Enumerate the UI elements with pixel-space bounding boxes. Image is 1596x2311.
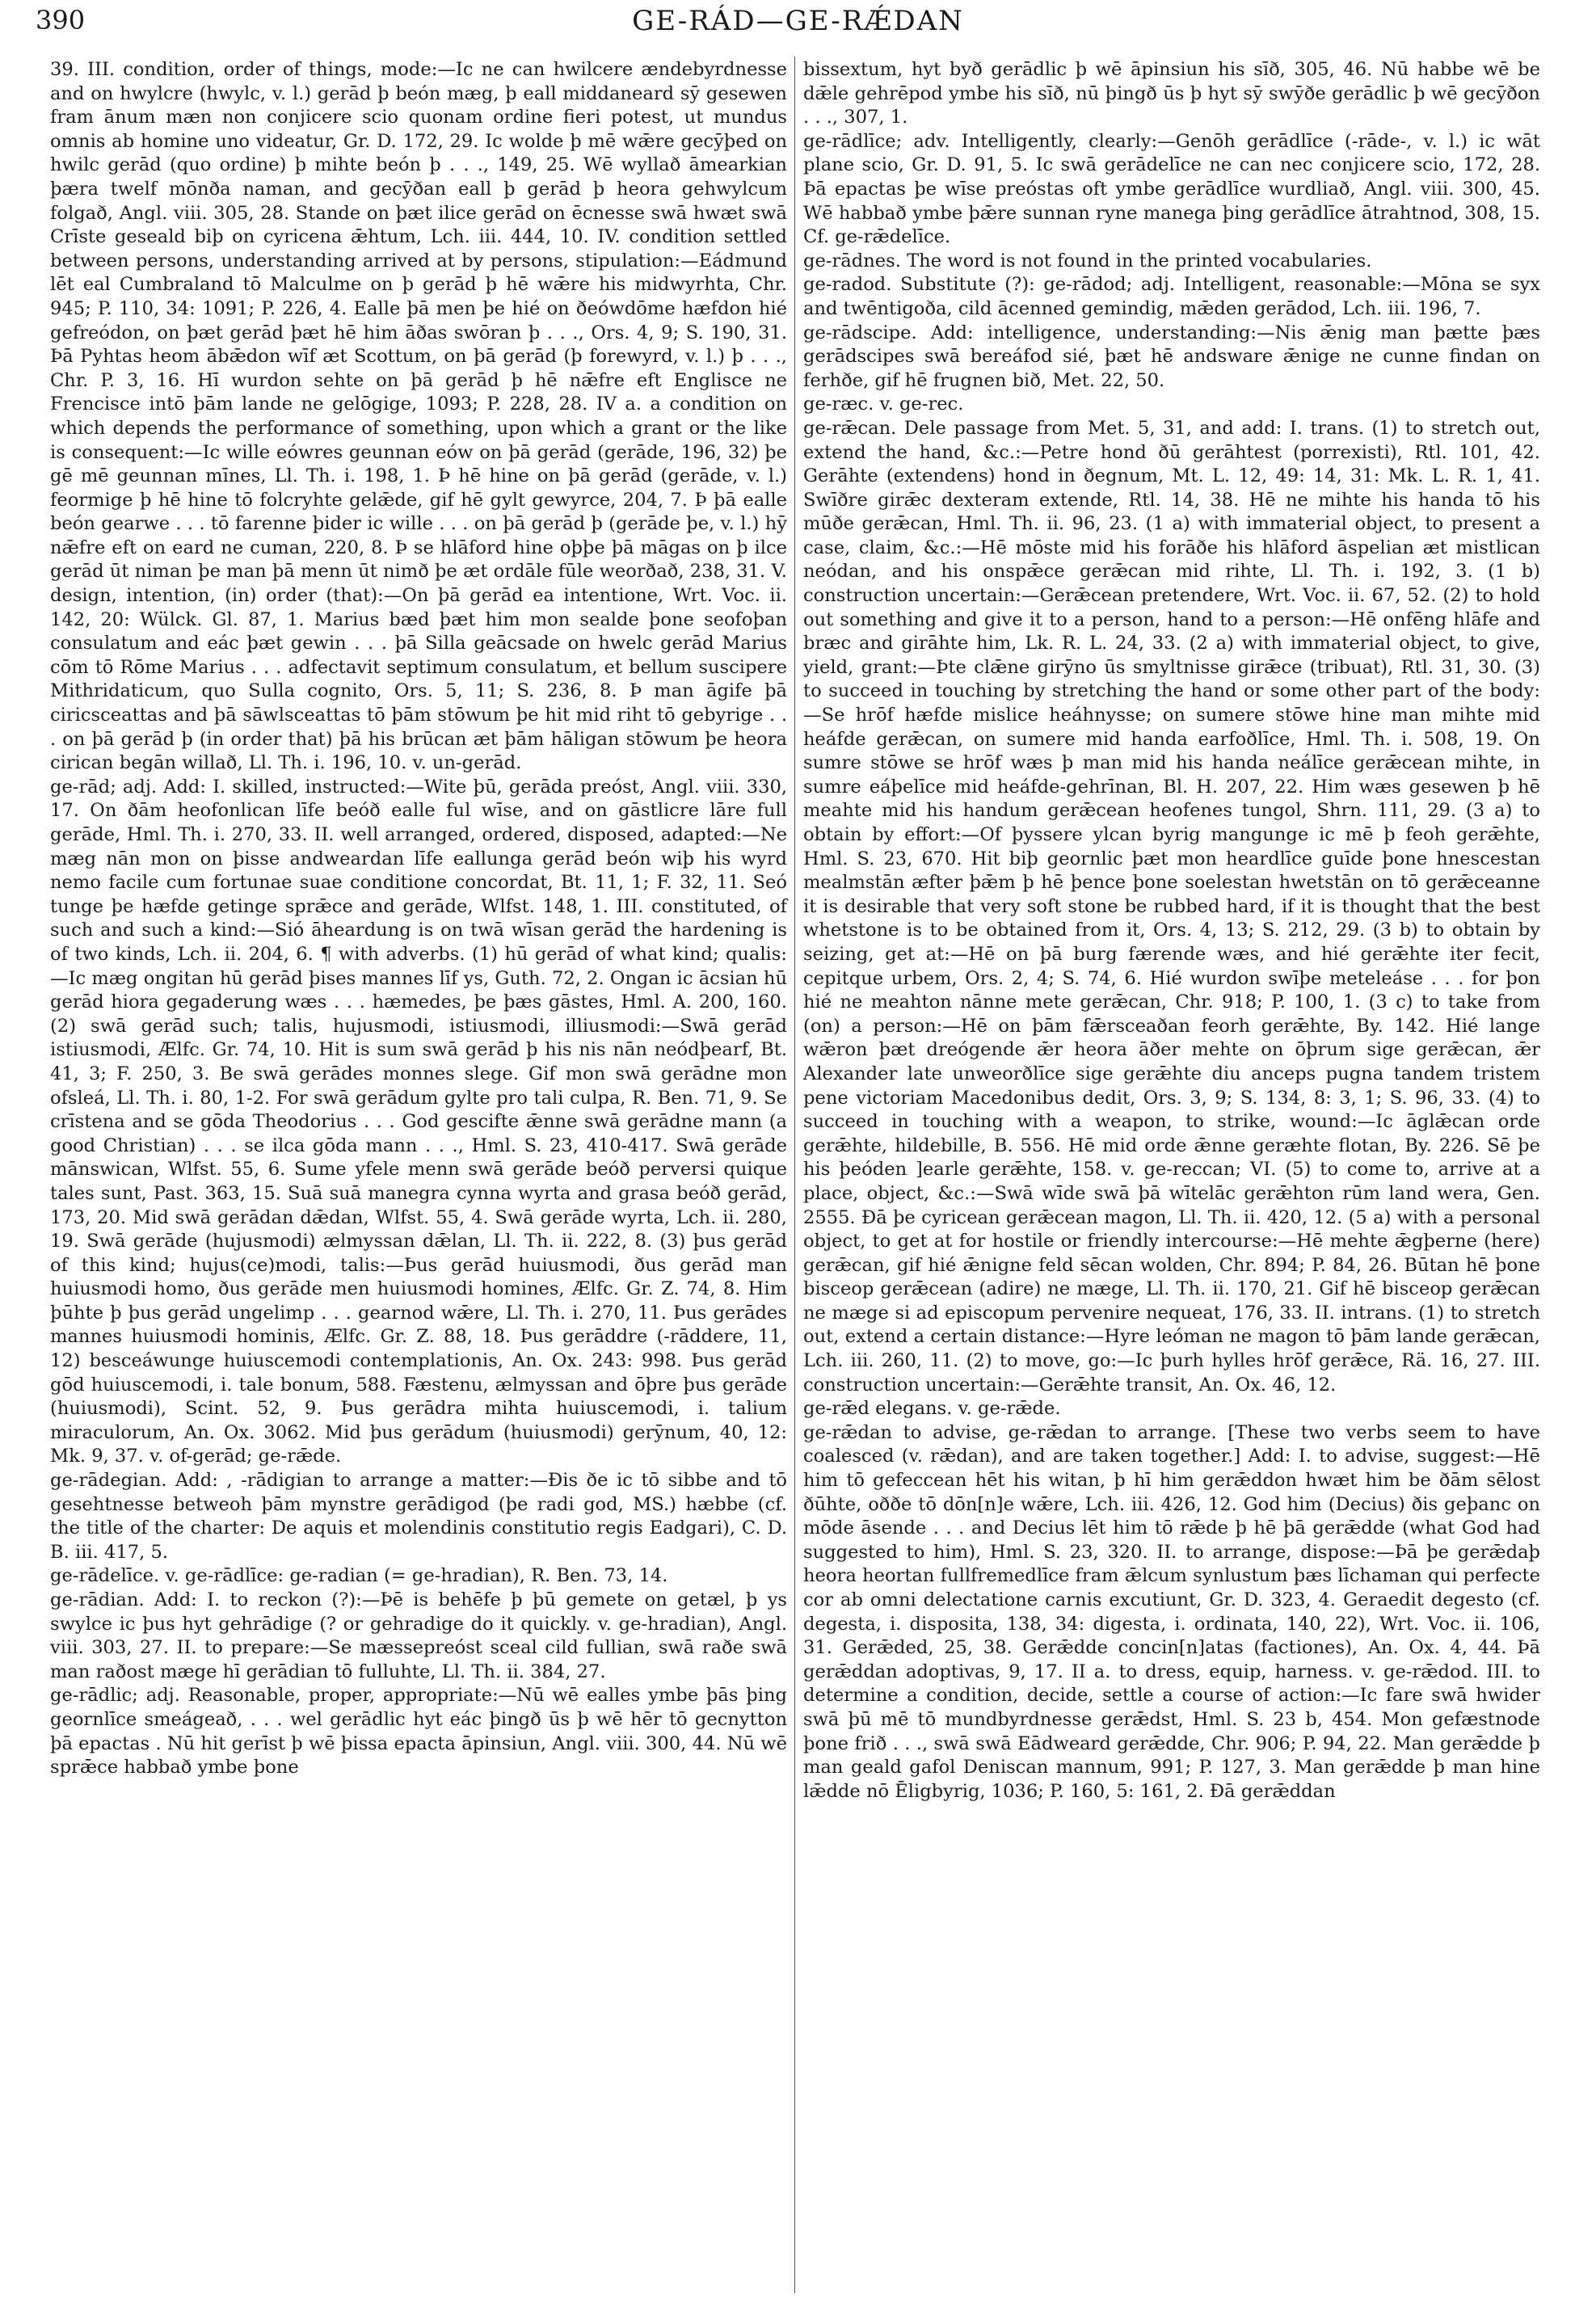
left-column bbox=[50, 58, 787, 1780]
entry-ge-radscipe: ge-rādscipe. Add: intelligence, understanding:—Nis ǣnig man þætte þæs gerādscipes swā bereáfod sié, þæt hē andsware ǣnige ne cunne findan on ferhðe, gif hē frugnen bið, Met. 22, 50. bbox=[803, 322, 1540, 391]
page-number: 390 bbox=[36, 5, 86, 36]
entry-ge-raedan: ge-rǣdan to advise, ge-rǣdan to arrange. [These two verbs seem to have coalesced (v. rǣdan), and are taken together.] Add: I. to advise, suggest:—Hē him tō gefeccean hēt his witan, þ hī him gerǣddon hwæt him be ðām sēlost ðūhte, oððe tō dōn[n]e wǣre, Lch. iii. 426, 12. God him (Decius) ðis geþanc on mōde āsende . . . and Decius lēt him tō rǣde þ hē þā gerǣdde (what God had suggested to him), Hml. S. 23, 320. II. to arrange, dispose:—Þā þe gerǣdaþ heora heortan fullfremedlīce fram ǣlcum synlustum þæs līchaman qui perfecte cor ab omni delectatione carnis excutiunt, Gr. D. 323, 4. Geraedit degesto (cf. degesta, i. disposita, 138, 34: digesta, i. ordinata, 140, 22), Wrt. Voc. ii. 106, 31. Gerǣded, 25, 38. Gerǣdde concin[n]atas (factiones), An. Ox. 4, 44. Þā gerǣddan adoptivas, 9, 17. II a. to dress, equip, harness. v. ge-rǣdod. III. to determine a condition, decide, settle a course of action:—Ic fare swā hwider swā þū mē tō mundbyrdnesse gerǣdst, Hml. S. 23 b, 454. Mon gefæstnode þone frið . . ., swā swā Eādweard gerǣdde, Chr. 906; P. 94, 22. Man gerǣdde þ man geald gafol Deniscan mannum, 991; P. 127, 3. Man gerǣdde þ man hine lǣdde nō Ēligbyrig, 1036; P. 160, 5: 161, 2. Ðā gerǣddan bbox=[803, 1421, 1540, 1802]
entry-ge-rad-noun-cont: 39. III. condition, order of things, mode:—Ic ne can hwilcere ændebyrdnesse and on hwylcre (hwylc, v. l.) gerād þ beón mæg, þ eall middaneard sȳ gesewen fram ānum mæn non conjicere scio quonam ordine fieri potest, ut mundus omnis ab homine uno videatur, Gr. D. 172, 29. Ic wolde þ mē wǣre gecȳþed on hwilc gerād (quo ordine) þ mihte beón þ . . ., 149, 25. Wē wyllað āmearkian þæra twelf mōnða naman, and gecȳðan eall þ gerād þ heora gehwylcum folgað, Angl. viii. 305, 28. Stande on þæt ilice gerād on ēcnesse swā hwæt swā Crīste geseald biþ on cyricena ǣhtum, Lch. iii. 444, 10. IV. condition settled between persons, understanding arrived at by persons, stipulation:—Eádmund lēt eal Cumbraland tō Malculme on þ gerād þ hē wǣre his midwyrhta, Chr. 945; P. 110, 34: 1091; P. 226, 4. Ealle þā men þe hié on ðeówdōme hæfdon hié gefreódon, on þæt gerād þæt hē him āðas swōran þ . . ., Ors. 4, 9; S. 190, 31. Þā Pyhtas heom ābǣdon wīf æt Scottum, on þā gerād (þ forewyrd, v. l.) þ . . ., Chr. P. 3, 16. Hī wurdon sehte on þā gerād þ hē nǣfre eft Englisce ne Frencisce intō þām lande ne gelōgige, 1093; P. 228, 28. IV a. a condition on which depends the performance of something, upon which a grant or the like is consequent:—Ic wille eówres geunnan eów on þā gerād (gerāde, 196, 32) þe gē mē geunnan mīnes, Ll. Th. i. 198, 1. Þ hē hine on þā gerād (gerāde, v. l.) feormige þ hē hine tō folcryhte gelǣde, gif hē gylt gewyrce, 204, 7. Þ þā ealle beón gearwe . . . tō farenne þider ic wille . . . on þā gerād þ (gerāde þe, v. l.) hȳ nǣfre eft on eard ne cuman, 220, 8. Þ se hlāford hine oþþe þā māgas on þ ilce gerād ūt niman þe man þā menn ūt nimð þe æt ordāle fūle weorðað, 238, 31. V. design, intention, (in) order (that):—On þā gerād ea intentione, Wrt. Voc. ii. 142, 20: Wülck. Gl. 87, 1. Marius bæd þæt him mon sealde þone seofoþan consulatum and eác þæt gewin . . . þā Silla geācsade on hwelc gerād Marius cōm tō Rōme Marius . . . adfectavit septimum consulatum, et bellum suscipere Mithridaticum, quo Sulla cognito, Ors. 5, 11; S. 236, 8. Þ man āgife þā ciricsceattas and þā sāwlsceattas tō þām stōwum þe hit mid riht tō gebyrige . . . on þā gerād þ (in order that) þā his brūcan æt þām hāligan stōwum þe heora cirican begān willað, Ll. Th. i. 196, 10. v. un-gerād. bbox=[50, 59, 787, 774]
entry-ge-radian: ge-rādian. Add: I. to reckon (?):—Þē is behēfe þ þū gemete on getæl, þ ys swylce ic þus hyt gehrādige (? or gehradige do it quickly. v. ge-hradian), Angl. viii. 303, 27. II. to prepare:—Se mæssepreóst sceal cild fullian, swā raðe swā man raðost mæge hī gerādian tō fulluhte, Ll. Th. ii. 384, 27. bbox=[50, 1589, 787, 1682]
entry-ge-raecan: ge-rǣcan. Dele passage from Met. 5, 31, and add: I. trans. (1) to stretch out, extend the hand, &c.:—Petre hond ðū gerāhtest (porrexisti), Rtl. 101, 42. Gerāhte (extendens) hond in ðegnum, Mt. L. 12, 49: 14, 31: Mk. L. R. 1, 41. Swīðre girǣc dexteram extende, Rtl. 14, 38. Hē ne mihte his handa tō his mūðe gerǣcan, Hml. Th. ii. 96, 23. (1 a) with immaterial object, to present a case, claim, &c.:—Hē mōste mid his forāðe his hlāford āspelian æt mistlican neódan, and his onspǣce gerǣcan mid rihte, Ll. Th. i. 192, 3. (1 b) construction uncertain:—Gerǣcean pretendere, Wrt. Voc. ii. 67, 52. (2) to hold out something and give it to a person, hand to a person:—Hē onfēng hlāfe and bræc and girāhte him, Lk. R. L. 24, 33. (2 a) with immaterial object, to give, yield, grant:—Þte clǣne girȳno ūs smyltnisse girǣce (tribuat), Rtl. 31, 30. (3) to succeed in touching by stretching the hand or some other part of the body:—Se hrōf hæfde mislice heáhnysse; on sumere stōwe hine man mihte mid heáfde gerǣcan, on sumere mid handa earfoðlīce, Hml. Th. i. 508, 19. On sumre stōwe se hrōf wæs þ man mid his handa neálīce gerǣcean mihte, in sumre eáþelīce mid heáfde-gehrīnan, Bl. H. 207, 22. Him wæs gesewen þ hē meahte mid his handum gerǣcean heofenes tungol, Shrn. 111, 29. (3 a) to obtain by effort:—Of þyssere ylcan byrig mangunge ic mē þ feoh gerǣhte, Hml. S. 23, 670. Hit biþ geornlic þæt mon heardlīce guīde þone hnescestan mealmstān æfter þǣm þ hē þence þone soelestan hwetstān on tō gerǣceanne it is desirable that very soft stone be rubbed hard, if it is thought that the best whetstone is to be obtained from it, Ors. 4, 13; S. 212, 29. (3 b) to obtain by seizing, get at:—Hē on þā burg færende wæs, and hié gerǣhte iter fecit, cepitque urbem, Ors. 2, 4; S. 74, 6. Hié wurdon swīþe meteleáse . . . for þon hié ne meahton nānne mete gerǣcan, Chr. 918; P. 100, 1. (3 c) to take from (on) a person:—Hē on þām fǣrsceaðan feorh gerǣhte, By. 142. Hié lange wǣron þæt dreógende ǣr heora āðer mehte on ōþrum sige gerǣcan, ǣr Alexander late unweorðlīce sige gerǣhte diu anceps pugna tandem tristem pene victoriam Macedonibus dedit, Ors. 3, 9; S. 134, 8: 3, 1; S. 96, 33. (4) to succeed in touching with a weapon, to strike, wound:—Ic āglǣcan orde gerǣhte, hildebille, B. 556. Hē mid orde ǣnne geræhte flotan, By. 226. Sē þe his þeóden ]earle gerǣhte, 158. v. ge-reccan; VI. (5) to come to, arrive at a place, object, &c.:—Swā wīde swā þā wītelāc gerǣhton rūm land wera, Gen. 2555. Ðā þe cyricean gerǣcean magon, Ll. Th. ii. 420, 12. (5 a) with a personal object, to get at for hostile or friendly intercourse:—Hē mehte ǣgþerne (here) gerǣcan, gif hié ǣnigne feld sēcan wolden, Chr. 894; P. 84, 26. Būtan hē þone bisceop gerǣcean (adire) ne mæge, Ll. Th. ii. 170, 21. Gif hē bisceop gerǣcan ne mæge si ad episcopum pervenire nequeat, 176, 33. II. intrans. (1) to stretch out, extend a certain distance:—Hyre leóman ne magon tō þām lande gerǣcan, Lch. iii. 260, 11. (2) to move, go:—Ic þurh hylles hrōf gerǣce, Rä. 16, 27. III. construction uncertain:—Gerǣhte transit, An. Ox. 46, 12. bbox=[803, 417, 1540, 1395]
entry-ge-radlic: ge-rādlic; adj. Reasonable, proper, appropriate:—Nū wē ealles ymbe þās þing geornlīce smeágeað, . . . wel gerādlic hyt eác þingð ūs þ wē hēr tō gecnytton þā epactas . Nū hit gerīst þ wē þissa epacta āpinsiun, Angl. viii. 300, 44. Nū wē sprǣce habbað ymbe þone bbox=[50, 1685, 787, 1779]
entry-ge-raec: ge-ræc. v. ge-rec. bbox=[803, 394, 964, 415]
entry-ge-radlic-cont: bissextum, hyt byð gerādlic þ wē āpinsiun his sīð, 305, 46. Nū habbe wē be dǣle gehrēpod ymbe his sīð, nū þingð ūs þ hyt sȳ swȳðe gerādlic þ wē gecȳðon . . ., 307, 1. bbox=[803, 59, 1540, 128]
column-rule bbox=[794, 57, 795, 2293]
entry-ge-radlice: ge-rādlīce; adv. Intelligently, clearly:—Genōh gerādlīce (-rāde-, v. l.) ic wāt plane scio, Gr. D. 91, 5. Ic swā gerādelīce ne can nec conjicere scio, 172, 28. Þā epactas þe wīse preóstas oft ymbe gerādlīce wurdliað, Angl. viii. 300, 45. Wē habbað ymbe þǣre sunnan ryne manega þing gerādlīce ātrahtnod, 308, 15. Cf. ge-rǣdelīce. bbox=[803, 130, 1540, 248]
entry-ge-radnes: ge-rādnes. The word is not found in the printed vocabularies. bbox=[803, 250, 1372, 272]
entry-ge-radegian: ge-rādegian. Add: , -rādigian to arrange a matter:—Ðis ðe ic tō sibbe and tō gesehtnesse betweoh þām mynstre gerādigod (þe radi god, MS.) hæbbe (cf. the title of the charter: De aquis et molendinis constitutio regis Eadgari), C. D. B. iii. 417, 5. bbox=[50, 1470, 787, 1563]
running-head: GE-RÁD—GE-RǼDAN bbox=[632, 5, 964, 37]
entry-ge-radod: ge-radod. Substitute (?): ge-rādod; adj. Intelligent, reasonable:—Mōna se syx and twēntigoða, cild ācenned gemindig, mǣden gerādod, Lch. iii. 196, 7. bbox=[803, 274, 1540, 319]
entry-ge-raed: ge-rǣd elegans. v. ge-rǣde. bbox=[803, 1398, 1061, 1420]
entry-ge-radelice: ge-rādelīce. v. ge-rādlīce: ge-radian (= ge-hradian), R. Ben. 73, 14. bbox=[50, 1565, 668, 1587]
right-column bbox=[803, 58, 1540, 1804]
entry-ge-rad-adj: ge-rād; adj. Add: I. skilled, instructed:—Wite þū, gerāda preóst, Angl. viii. 330, 17. On ðām heofonlican līfe beóð ealle ful wīse, and on gāstlicre lāre full gerāde, Hml. Th. i. 270, 33. II. well arranged, ordered, disposed, adapted:—Ne mæg nān mon on þisse andweardan līfe eallunga gerād beón wiþ his wyrd nemo facile cum fortunae suae conditione concordat, Bt. 11, 1; F. 32, 11. Seó tunge þe hæfde getinge sprǣce and gerāde, Wlfst. 148, 1. III. constituted, of such and such a kind:—Sió āheardung is on twā wīsan gerād the hardening is of two kinds, Lch. ii. 204, 6. ¶ with adverbs. (1) hū gerād of what kind; qualis:—Ic mæg ongitan hū gerād þises mannes līf ys, Guth. 72, 2. Ongan ic ācsian hū gerād hiora gegaderung wæs . . . hæmedes, þe þæs gāstes, Hml. A. 200, 160. (2) swā gerād such; talis, hujusmodi, istiusmodi, illiusmodi:—Swā gerād istiusmodi, Ælfc. Gr. 74, 10. Hit is sum swā gerād þ his nis nān neódþearf, Bt. 41, 3; F. 250, 3. Be swā gerādes monnes slege. Gif mon swā gerādne mon ofsleá, Ll. Th. i. 80, 1-2. For swā gerādum gylte pro tali culpa, R. Ben. 71, 9. Se crīstena and se gōda Theodorius . . . God gescifte ǣnne swā gerādne mann (a good Christian) . . . se ilca gōda mann . . ., Hml. S. 23, 410-417. Swā gerāde mānswican, Wlfst. 55, 6. Sume yfele menn swā gerāde beóð perversi quique tales sunt, Past. 363, 15. Suā suā manegra cynna wyrta and grasa beóð gerād, 173, 20. Mid swā gerādan dǣdan, Wlfst. 55, 4. Swā gerāde wyrta, Lch. ii. 280, 19. Swā gerāde (hujusmodi) ælmyssan dǣlan, Ll. Th. ii. 222, 8. (3) þus gerād of this kind; hujus(ce)modi, talis:—Þus gerād huiusmodi, ðus gerād man huiusmodi homo, ðus gerāde men huiusmodi homines, Ælfc. Gr. Z. 74, 8. Him þūhte þ þus gerād ungelimp . . . gearnod wǣre, Ll. Th. i. 270, 11. Þus gerādes mannes huiusmodi hominis, Ælfc. Gr. Z. 88, 18. Þus gerāddre (-rāddere, 11, 12) besceáwunge huiuscemodi contemplationis, An. Ox. 243: 998. Þus gerād gōd huiuscemodi, i. tale bonum, 588. Fæstenu, ælmyssan and ōþre þus gerāde (huiusmodi), Scint. 52, 9. Þus gerādra mihta huiuscemodi, i. talium miraculorum, An. Ox. 3062. Mid þus gerādum (huiusmodi) gerȳnum, 40, 12: Mk. 9, 37. v. of-gerād; ge-rǣde. bbox=[50, 776, 787, 1467]
